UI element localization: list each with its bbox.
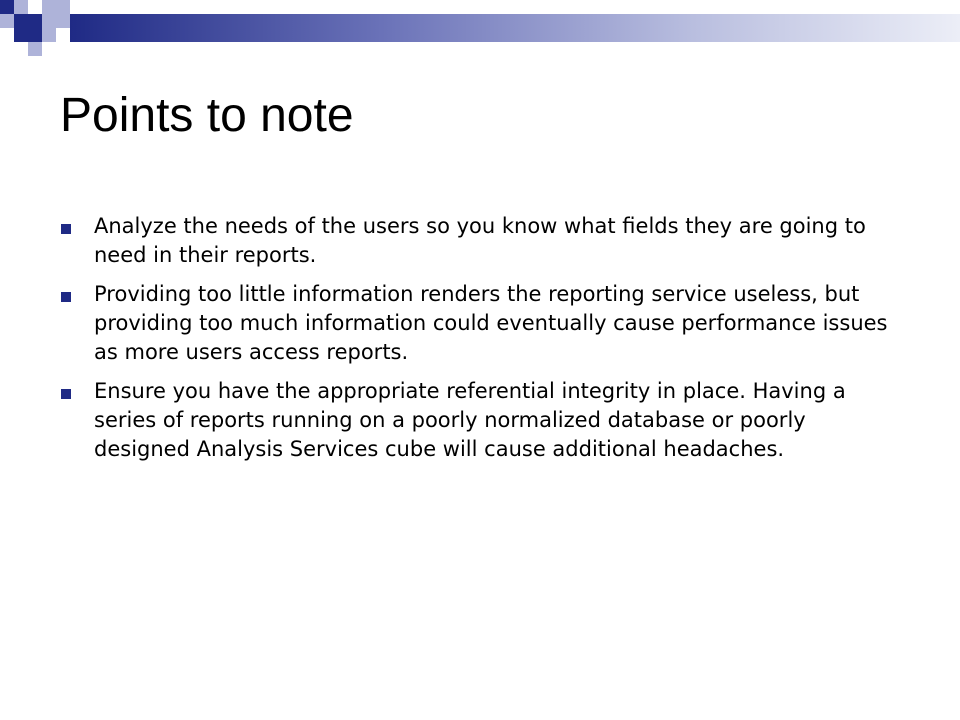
bullet-text: Analyze the needs of the users so you know what fields they are going to need in their reports. [94,214,866,267]
decor-square [42,0,70,28]
bullet-item [58,212,888,270]
header-gradient-bar [70,14,960,42]
bullet-text: Providing too little information renders the reporting service useless, but providing too much information could eventually cause performance issues as more users access reports. [94,282,888,364]
decor-square [0,0,14,14]
bullet-list [58,212,888,474]
bullet-item [58,280,888,367]
decor-square [14,0,28,14]
square-bullet-icon [61,389,71,399]
bullet-item [58,377,888,464]
decor-square [42,28,56,42]
square-bullet-icon [61,224,71,234]
decor-square [28,42,42,56]
bullet-text: Ensure you have the appropriate referential integrity in place. Having a series of reports running on a poorly normalized database or poorly designed Analysis Services cube will cause additional headaches. [94,379,846,461]
square-bullet-icon [61,292,71,302]
decor-square [0,14,14,28]
slide-title: Points to note [60,89,354,142]
header-decoration [0,0,960,60]
decor-square [14,14,42,42]
